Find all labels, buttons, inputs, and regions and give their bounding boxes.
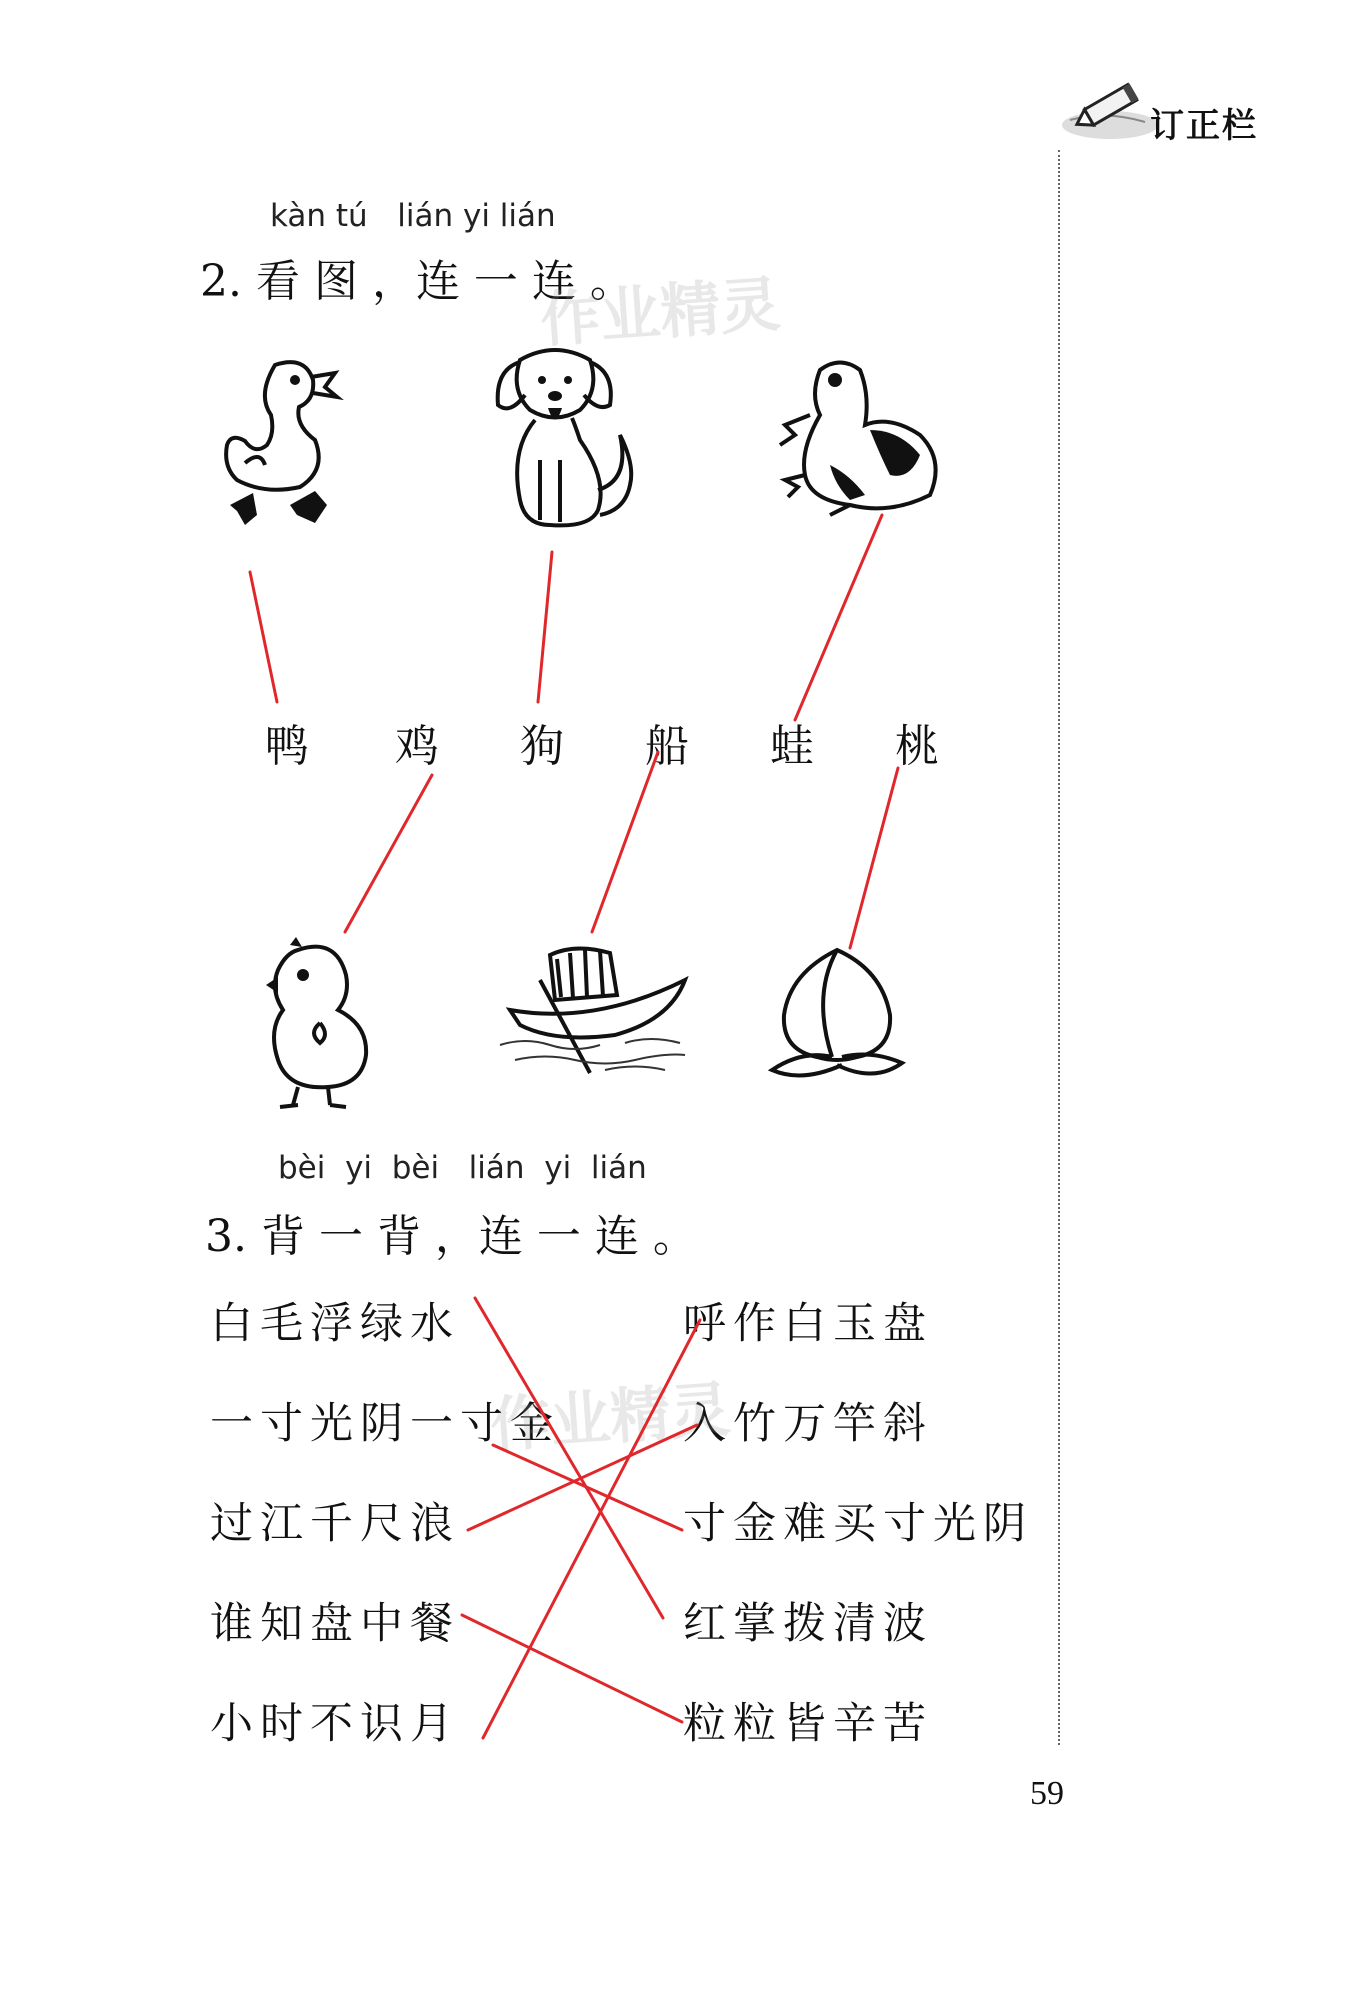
answer-line-chick [345,775,432,932]
watermark: 作业精灵 [538,269,783,357]
exercise2-title: 2. 看 图 ，连 一 连 。 [200,256,634,307]
poem-line-right: 红掌拨清波 [683,1599,933,1649]
match-word: 船 [645,721,689,772]
match-word: 鸡 [395,721,439,772]
answer-line-frog [795,515,882,720]
page-number: 59 [1030,1775,1064,1812]
poem-line-left: 谁知盘中餐 [210,1599,460,1649]
answer-line-poem-2 [493,1445,682,1530]
poem-line-left: 白毛浮绿水 [210,1299,460,1349]
poem-line-right: 呼作白玉盘 [683,1299,933,1349]
match-word: 狗 [520,721,564,772]
answer-line-boat [592,752,658,932]
answer-line-poem-4 [462,1615,682,1722]
poem-line-right: 寸金难买寸光阴 [683,1499,1033,1549]
answer-line-poem-5 [483,1320,700,1738]
exercise3-title: 3. 背 一 背 ，连 一 连 。 [205,1211,697,1262]
exercise2-pinyin: kàn tú lián yi lián [270,198,556,234]
answer-line-peach [850,768,898,948]
exercise3-pinyin: bèi yi bèi lián yi lián [278,1150,647,1186]
match-word: 桃 [895,721,939,772]
poem-line-right: 入竹万竿斜 [683,1399,933,1449]
correction-column-label: 订正栏 [1150,106,1258,146]
match-word: 鸭 [265,721,309,772]
match-word: 蛙 [770,721,814,772]
watermark: 作业精灵 [488,1374,733,1462]
answer-line-poem-3 [468,1425,697,1530]
poem-line-left: 小时不识月 [210,1699,460,1749]
answer-line-duck [250,572,277,702]
poem-line-left: 一寸光阴一寸金 [210,1399,560,1449]
poem-line-right: 粒粒皆辛苦 [683,1699,933,1749]
answer-line-dog [538,552,552,702]
poem-line-left: 过江千尺浪 [210,1499,460,1549]
